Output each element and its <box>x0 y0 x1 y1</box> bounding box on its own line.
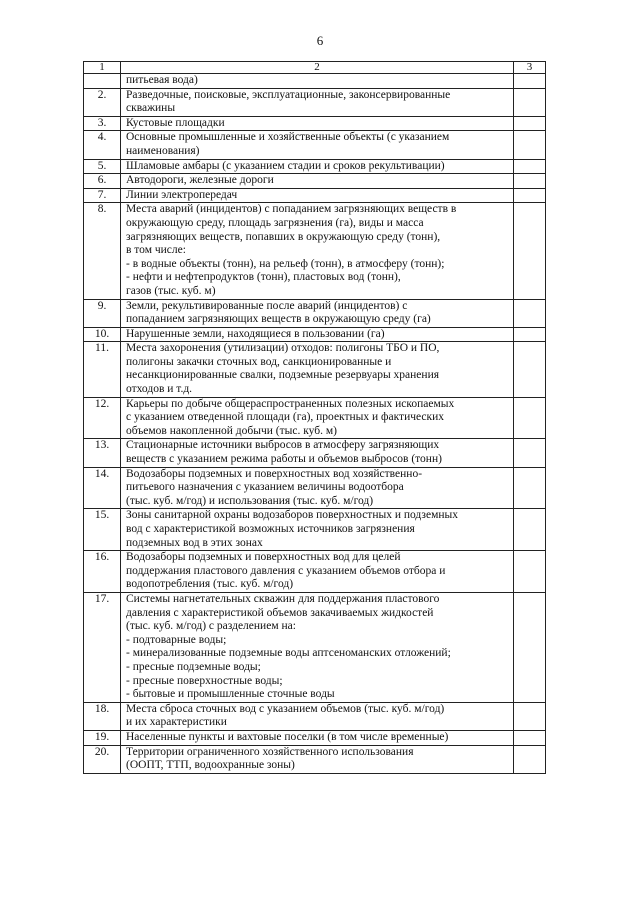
row-number: 12. <box>84 397 121 439</box>
table-row <box>84 327 546 342</box>
table-row <box>84 439 546 467</box>
description-line: Стационарные источники выбросов в атмосферу загрязняющих <box>126 439 440 452</box>
description-line: - бытовые и промышленные сточные воды <box>126 688 335 701</box>
row-description <box>121 188 514 203</box>
row-number: 2. <box>84 88 121 116</box>
row-description <box>121 745 514 773</box>
description-line: окружающую среду, площадь загрязнения (га), виды и масса <box>126 216 424 229</box>
description-line: питьевого назначения с указанием величины водоотбора <box>126 481 404 494</box>
row-value-cell <box>514 116 546 131</box>
description-line: загрязняющих веществ, попавших в окружающую среду (тонн), <box>126 230 441 243</box>
description-line: давления с характеристикой объемов закачиваемых жидкостей <box>126 606 434 619</box>
row-description <box>121 203 514 299</box>
row-description <box>121 299 514 327</box>
description-line: - пресные подземные воды; <box>126 660 261 673</box>
table-row <box>84 188 546 203</box>
row-value-cell <box>514 88 546 116</box>
description-line: Разведочные, поисковые, эксплуатационные, законсервированные <box>126 88 451 101</box>
description-line: Водозаборы подземных и поверхностных вод хозяйственно- <box>126 467 423 480</box>
description-line: водопотребления (тыс. куб. м/год) <box>126 578 294 591</box>
row-number: 18. <box>84 702 121 730</box>
row-description <box>121 88 514 116</box>
description-line: - подтоварные воды; <box>126 633 227 646</box>
table-row <box>84 397 546 439</box>
description-line: с указанием отведенной площади (га), проектных и фактических <box>126 411 444 424</box>
description-line: питьевая вода) <box>126 74 198 86</box>
row-value-cell <box>514 174 546 189</box>
row-description <box>121 174 514 189</box>
description-line: попаданием загрязняющих веществ в окружающую среду (га) <box>126 313 431 326</box>
description-line: (тыс. куб. м/год) с разделением на: <box>126 620 296 633</box>
description-line: Водозаборы подземных и поверхностных вод для целей <box>126 551 401 564</box>
description-line: - нефти и нефтепродуктов (тонн), пластовых вод (тонн), <box>126 271 401 284</box>
description-line: Земли, рекультивированные после аварий (инцидентов) с <box>126 299 408 312</box>
description-line: в том числе: <box>126 244 186 257</box>
table-row <box>84 131 546 159</box>
description-line: Нарушенные земли, находящиеся в пользовании (га) <box>126 327 385 340</box>
description-line: - минерализованные подземные воды аптсеноманских отложений; <box>126 647 451 660</box>
description-line: Населенные пункты и вахтовые поселки (в том числе временные) <box>126 730 449 743</box>
description-line: Карьеры по добыче общераспространенных полезных ископаемых <box>126 397 455 410</box>
description-line: и их характеристики <box>126 716 227 729</box>
table-row <box>84 467 546 509</box>
description-line: вод с характеристикой возможных источников загрязнения <box>126 523 415 535</box>
header-col-2: 2 <box>121 62 514 74</box>
description-line: поддержания пластового давления с указанием объемов отбора и <box>126 564 446 577</box>
description-line: наименования) <box>126 144 200 157</box>
row-number: 7. <box>84 188 121 203</box>
row-number: 13. <box>84 439 121 467</box>
table-row <box>84 509 546 551</box>
page-number: 6 <box>316 33 324 48</box>
description-line: Кустовые площадки <box>126 116 225 129</box>
table-row <box>84 342 546 397</box>
row-description <box>121 327 514 342</box>
description-line: Автодороги, железные дороги <box>126 174 274 187</box>
row-description <box>121 159 514 174</box>
row-description <box>121 74 514 89</box>
row-description <box>121 509 514 551</box>
row-number: 15. <box>84 509 121 551</box>
description-line: Шламовые амбары (с указанием стадии и сроков рекультивации) <box>126 159 445 172</box>
description-line: несанкционированные свалки, подземные резервуары хранения <box>126 369 440 382</box>
table-row <box>84 203 546 299</box>
row-number: 14. <box>84 467 121 509</box>
table-row <box>84 702 546 730</box>
header-col-3: 3 <box>514 62 546 74</box>
row-value-cell <box>514 702 546 730</box>
row-number: 20. <box>84 745 121 773</box>
row-value-cell <box>514 327 546 342</box>
row-number: 9. <box>84 299 121 327</box>
table-row <box>84 592 546 702</box>
row-description <box>121 702 514 730</box>
description-line: полигоны закачки сточных вод, санкционированные и <box>126 355 392 368</box>
table-row <box>84 74 546 89</box>
row-number: 16. <box>84 551 121 593</box>
table-row <box>84 551 546 593</box>
description-line: Линии электропередач <box>126 188 238 201</box>
row-description <box>121 116 514 131</box>
row-number: 8. <box>84 203 121 299</box>
row-value-cell <box>514 592 546 702</box>
description-line: объемов накопленной добычи (тыс. куб. м) <box>126 424 337 437</box>
header-col-1: 1 <box>84 62 121 74</box>
row-number: 19. <box>84 730 121 745</box>
row-number: 10. <box>84 327 121 342</box>
table-header-row <box>84 62 546 74</box>
table-row <box>84 159 546 174</box>
row-value-cell <box>514 203 546 299</box>
row-number: 17. <box>84 592 121 702</box>
table-row <box>84 745 546 773</box>
row-number: 3. <box>84 116 121 131</box>
row-value-cell <box>514 159 546 174</box>
description-line: Места сброса сточных вод с указанием объемов (тыс. куб. м/год) <box>126 702 445 715</box>
row-value-cell <box>514 467 546 509</box>
row-number: 4. <box>84 131 121 159</box>
description-line: (ООПТ, ТТП, водоохранные зоны) <box>126 759 295 772</box>
description-line: подземных вод в этих зонах <box>126 536 263 549</box>
description-line: Территории ограниченного хозяйственного использования <box>126 745 414 758</box>
row-value-cell <box>514 397 546 439</box>
row-value-cell <box>514 131 546 159</box>
row-value-cell <box>514 509 546 551</box>
description-line: скважины <box>126 102 176 115</box>
description-line: Зоны санитарной охраны водозаборов поверхностных и подземных <box>126 509 458 522</box>
table-row <box>84 174 546 189</box>
table-row <box>84 299 546 327</box>
row-description <box>121 439 514 467</box>
row-value-cell <box>514 439 546 467</box>
description-line: Основные промышленные и хозяйственные объекты (с указанием <box>126 131 450 144</box>
row-value-cell <box>514 299 546 327</box>
description-line: (тыс. куб. м/год) и использования (тыс. куб. м/год) <box>126 494 374 507</box>
row-number: 5. <box>84 159 121 174</box>
description-line: - пресные поверхностные воды; <box>126 674 283 687</box>
row-number <box>84 74 121 89</box>
description-line: Места аварий (инцидентов) с попаданием загрязняющих веществ в <box>126 203 457 216</box>
table-row <box>84 88 546 116</box>
row-value-cell <box>514 745 546 773</box>
row-description <box>121 342 514 397</box>
row-description <box>121 592 514 702</box>
row-value-cell <box>514 188 546 203</box>
description-line: отходов и т.д. <box>126 383 193 396</box>
row-description <box>121 467 514 509</box>
inventory-table <box>83 61 546 774</box>
description-line: газов (тыс. куб. м) <box>126 284 216 297</box>
description-line: - в водные объекты (тонн), на рельеф (тонн), в атмосферу (тонн); <box>126 257 445 270</box>
table-row <box>84 116 546 131</box>
row-value-cell <box>514 342 546 397</box>
table-row <box>84 730 546 745</box>
row-value-cell <box>514 551 546 593</box>
row-number: 6. <box>84 174 121 189</box>
description-line: Места захоронения (утилизации) отходов: полигоны ТБО и ПО, <box>126 342 440 355</box>
description-line: веществ с указанием режима работы и объемов выбросов (тонн) <box>126 453 442 466</box>
row-description <box>121 131 514 159</box>
row-number: 11. <box>84 342 121 397</box>
row-description <box>121 551 514 593</box>
row-description <box>121 397 514 439</box>
description-line: Системы нагнетательных скважин для поддержания пластового <box>126 592 440 605</box>
row-description <box>121 730 514 745</box>
row-value-cell <box>514 74 546 89</box>
row-value-cell <box>514 730 546 745</box>
